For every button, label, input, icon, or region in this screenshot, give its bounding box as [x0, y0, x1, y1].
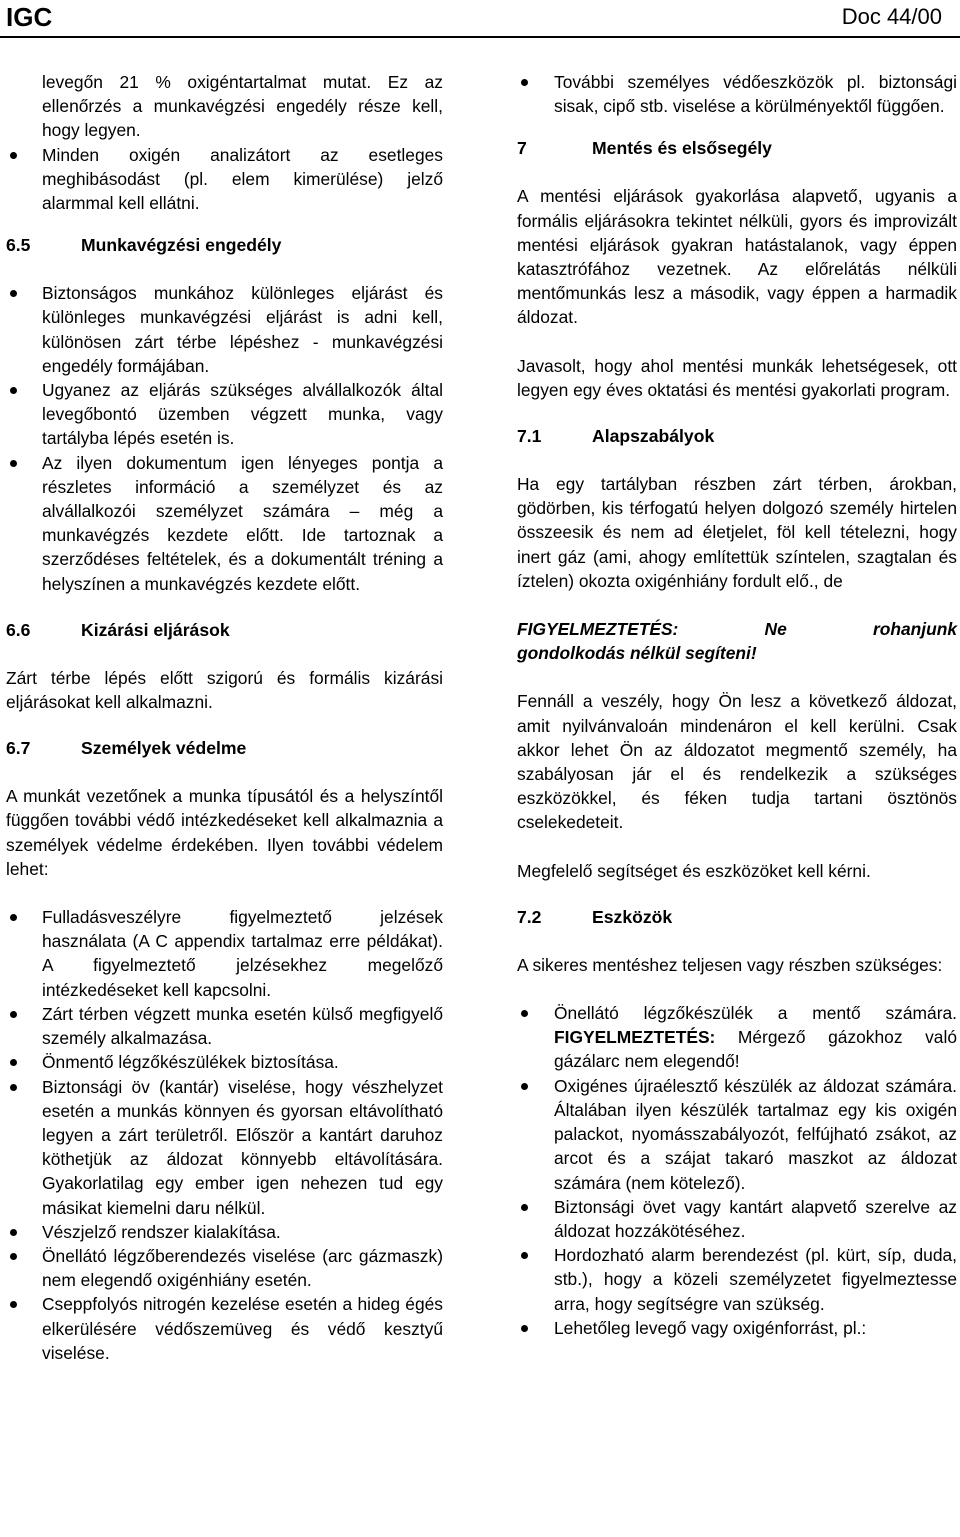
- list-item: levegőn 21 % oxigéntartalmat mutat. Ez az ellenőrzés a munkavégzési engedély része kell, hogy legyen.: [42, 72, 443, 141]
- protection-list: [6, 905, 443, 1365]
- section-title: Személyek védelme: [81, 738, 247, 759]
- section-heading-7: [517, 136, 957, 160]
- list-item: Biztonsági öv (kantár) viselése, hogy vészhelyzet esetén a munkás könnyen és gyorsan eltávolítható legyen a zárt területről. Először a kantárt daruhoz köthetjük az áldozat könnyebb eltávolítására. Gyakorlatilag egy ember igen nehezen tud egy másikat kiemelni daru nélkül.: [6, 1075, 443, 1220]
- section-heading-6-5: [6, 233, 443, 257]
- paragraph: A sikeres mentéshez teljesen vagy részben szükséges:: [517, 954, 943, 975]
- list-item: További személyes védőeszközök pl. biztonsági sisak, cipő stb. viselése a körülményektől függően.: [517, 70, 957, 118]
- section-number: 7.1: [517, 426, 542, 447]
- equipment-list: [517, 1001, 957, 1340]
- section-number: 6.7: [6, 738, 31, 759]
- section-heading-7-1: [517, 424, 957, 448]
- list-item: Biztonságos munkához különleges eljárást és különleges munkavégzési eljárást is adni kell, különösen zárt térbe lépéshez - munkavégzési engedély formájában.: [6, 281, 443, 378]
- list-item: Biztonsági övet vagy kantárt alapvető szerelve az áldozat hozzákötéséhez.: [517, 1195, 957, 1243]
- section-number: 7.2: [517, 906, 542, 927]
- right-column: [517, 70, 957, 1340]
- list-item: Zárt térben végzett munka esetén külső megfigyelő személy alkalmazása.: [6, 1002, 443, 1050]
- paragraph: Fennáll a veszély, hogy Ön lesz a következő áldozat, amit nyilvánvaloán mindenáron el kell kerülni. Csak akkor lehet Ön az áldozatot megmentő személy, ha szabályosan jár el és rendelkezik a szükséges eszközökkel, és féken tudja tartani ösztönös cselekedeteit.: [517, 691, 957, 833]
- list-item: Fulladásveszélyre figyelmeztető jelzések használata (A C appendix tartalmaz erre példákat). A figyelmeztető jelzésekhez megelőző intézkedéseket kell kapcsolni.: [6, 905, 443, 1002]
- paragraph: Zárt térbe lépés előtt szigorú és formális kizárási eljárásokat kell alkalmazni.: [6, 667, 443, 713]
- header-divider: [0, 36, 960, 38]
- paragraph: Javasolt, hogy ahol mentési munkák lehetségesek, ott legyen egy éves oktatási és mentési gyakorlati program.: [517, 355, 957, 400]
- permit-list: [6, 281, 443, 596]
- section-title: Alapszabályok: [592, 426, 715, 447]
- list-item: Az ilyen dokumentum igen lényeges pontja a részletes információ a személyzet és az alvállalkozói személyzet számára – még a munkavégzés kezdete előtt. Ide tartoznak a szerződéses feltételek, és a dokumentált tréning a helyszínen a munkavégzés kezdete előtt.: [6, 451, 443, 596]
- section-number: 7: [517, 138, 527, 159]
- warning-label: FIGYELMEZTETÉS:: [517, 619, 679, 640]
- list-item: Önellátó légzőberendezés viselése (arc gázmaszk) nem elegendő oxigénhiány esetén.: [6, 1244, 443, 1292]
- list-item: Hordozható alarm berendezést (pl. kürt, síp, duda, stb.), hogy a közeli személyzetet figyelmeztesse arra, hogy segítségre van szükség.: [517, 1243, 957, 1316]
- section-heading-6-6: [6, 618, 443, 642]
- cont-list: [517, 70, 957, 118]
- left-column: [6, 70, 443, 1365]
- section-title: Munkavégzési engedély: [81, 235, 282, 256]
- warning-word: Ne: [764, 619, 787, 640]
- list-item: Minden oxigén analizátort az esetleges meghibásodást (pl. elem kimerülése) jelző alarmmal kell ellátni.: [6, 143, 443, 216]
- paragraph: A mentési eljárások gyakorlása alapvető, ugyanis a formális eljárásokra tekintet nélküli, gyors és improvizált mentési eljárások gyakran hatástalanok, vagy éppen katasztrófához vezetnek. Az előrelátás nélküli mentőmunkás lesz a második, vagy éppen a harmadik áldozat.: [517, 186, 957, 328]
- brand-logo-text: IGC: [6, 2, 53, 32]
- list-item: Vészjelző rendszer kialakítása.: [6, 1220, 443, 1244]
- page-header: [0, 0, 960, 36]
- item-text: Önellátó légzőkészülék a mentő számára.: [554, 1003, 957, 1024]
- paragraph: A munkát vezetőnek a munka típusától és a helyszíntől függően további védő intézkedéseket kell alkalmaznia a személyek védelme érdekében. Ilyen további védelem lehet:: [6, 786, 443, 879]
- section-heading-7-2: [517, 905, 957, 929]
- section-number: 6.6: [6, 619, 31, 640]
- warning-word: rohanjunk: [872, 619, 957, 640]
- warning-text: gondolkodás nélkül segíteni!: [517, 643, 757, 664]
- list-item: Önmentő légzőkészülékek biztosítása.: [6, 1050, 443, 1074]
- section-heading-6-7: [6, 736, 443, 760]
- list-item: Cseppfolyós nitrogén kezelése esetén a hideg égés elkerülésére védőszemüveg és védő kesztyű viselése.: [6, 1292, 443, 1365]
- intro-list: [6, 70, 443, 215]
- warning-note: [517, 617, 957, 665]
- section-number: 6.5: [6, 235, 31, 256]
- list-item: Oxigénes újraélesztő készülék az áldozat számára. Általában ilyen készülék tartalmaz egy kis oxigén palackot, nyomásszabályozót, felfújható zsákot, az arcot és a szájat takaró maszkot az áldozat számára (nem kötelező).: [517, 1074, 957, 1195]
- warning-label: FIGYELMEZTETÉS:: [554, 1027, 716, 1048]
- section-title: Eszközök: [592, 906, 673, 927]
- paragraph: Megfelelő segítséget és eszközöket kell kérni.: [517, 860, 871, 881]
- section-title: Kizárási eljárások: [81, 619, 230, 640]
- list-item: [517, 1001, 957, 1074]
- list-item: Ugyanez az eljárás szükséges alvállalkozók által levegőbontó üzemben végzett munka, vagy tartályba lépés esetén is.: [6, 378, 443, 451]
- list-item: Lehetőleg levegő vagy oxigénforrást, pl.:: [517, 1316, 957, 1340]
- item-text: Mérgező gázokhoz való gázálarc nem elegendő!: [554, 1027, 957, 1072]
- section-title: Mentés és elsősegély: [592, 138, 772, 159]
- document-number: Doc 44/00: [841, 4, 942, 29]
- paragraph: Ha egy tartályban részben zárt térben, árokban, gödörben, kis térfogatú helyen dolgozó személy hirtelen összeesik és nem ad életjelet, föl kell tételezni, hogy inert gáz (ami, ahogy említettük színtelen, szagtalan és íztelen) okozta oxigénhiány fordult elő., de: [517, 474, 957, 591]
